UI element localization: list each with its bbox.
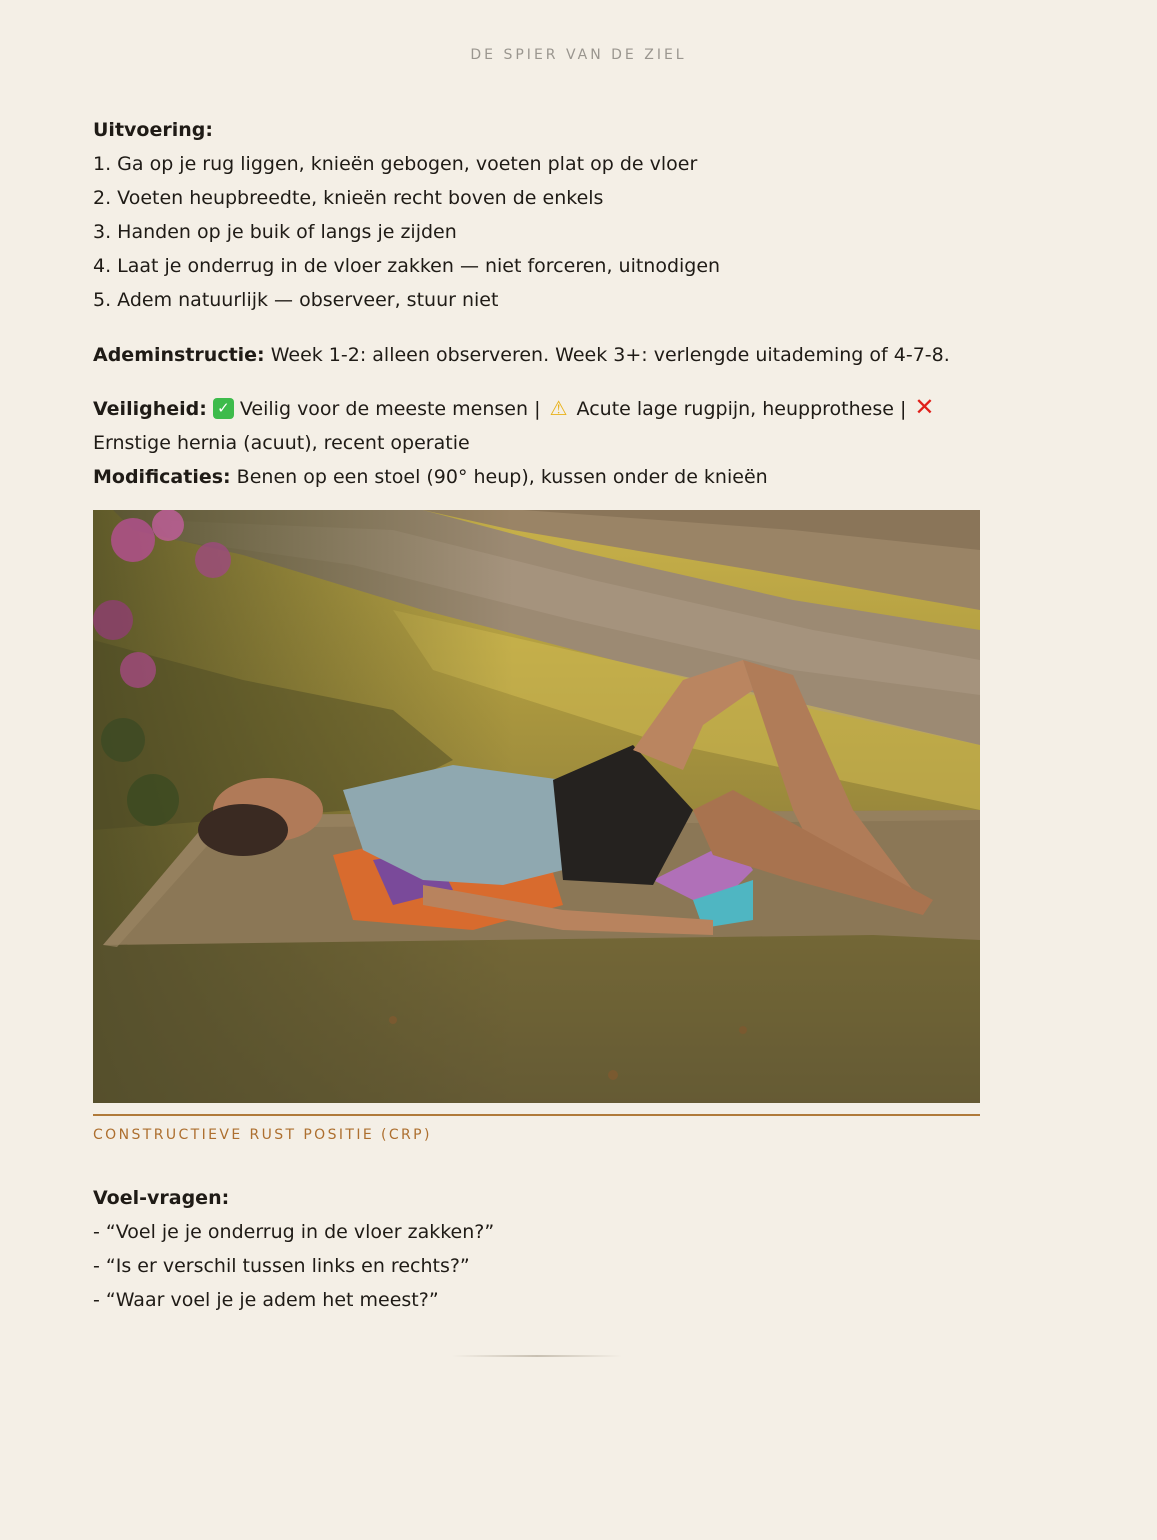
caption-rule: [93, 1114, 980, 1116]
exercise-body: [93, 113, 983, 494]
modificaties-paragraph: [93, 460, 983, 494]
list-item: 1. Ga op je rug liggen, knieën gebogen, voeten plat op de vloer: [93, 153, 698, 175]
list-item: 4. Laat je onderrug in de vloer zakken — niet forceren, uitnodigen: [93, 255, 721, 277]
veiligheid-paragraph: [93, 390, 983, 460]
list-item: - “Waar voel je je adem het meest?”: [93, 1289, 439, 1311]
voel-vragen-heading: Voel-vragen:: [93, 1187, 230, 1209]
ademinstructie-text: Week 1-2: alleen observeren. Week 3+: verlengde uitademing of 4-7-8.: [264, 344, 950, 366]
section-divider: [452, 1355, 622, 1357]
ademinstructie-label: Ademinstructie:: [93, 344, 265, 366]
warning-icon: ⚠: [549, 396, 568, 420]
list-item: 2. Voeten heupbreedte, knieën recht boven de enkels: [93, 187, 604, 209]
uitvoering-steps: [93, 147, 983, 317]
modificaties-text: Benen op een stoel (90° heup), kussen onder de knieën: [230, 466, 768, 488]
uitvoering-heading: Uitvoering:: [93, 119, 213, 141]
veiligheid-caution-text: Acute lage rugpijn, heupprothese |: [570, 398, 913, 420]
list-item: - “Is er verschil tussen links en rechts?”: [93, 1255, 470, 1277]
cross-mark-icon: ✕: [914, 393, 935, 421]
veiligheid-safe-text: Veilig voor de meeste mensen |: [233, 398, 547, 420]
list-item: 5. Adem natuurlijk — observeer, stuur niet: [93, 289, 499, 311]
running-header: DE SPIER VAN DE ZIEL: [470, 47, 687, 63]
ademinstructie-paragraph: [93, 338, 983, 372]
crp-photo: [93, 510, 980, 1103]
check-mark-icon: ✓: [213, 398, 234, 419]
voel-vragen-section: [93, 1181, 983, 1317]
list-item: 3. Handen op je buik of langs je zijden: [93, 221, 457, 243]
figure-caption: CONSTRUCTIEVE RUST POSITIE (CRP): [93, 1127, 432, 1143]
modificaties-label: Modificaties:: [93, 466, 231, 488]
veiligheid-label: Veiligheid:: [93, 398, 207, 420]
list-item: - “Voel je je onderrug in de vloer zakken?”: [93, 1221, 495, 1243]
veiligheid-contra-text: Ernstige hernia (acuut), recent operatie: [93, 432, 470, 454]
